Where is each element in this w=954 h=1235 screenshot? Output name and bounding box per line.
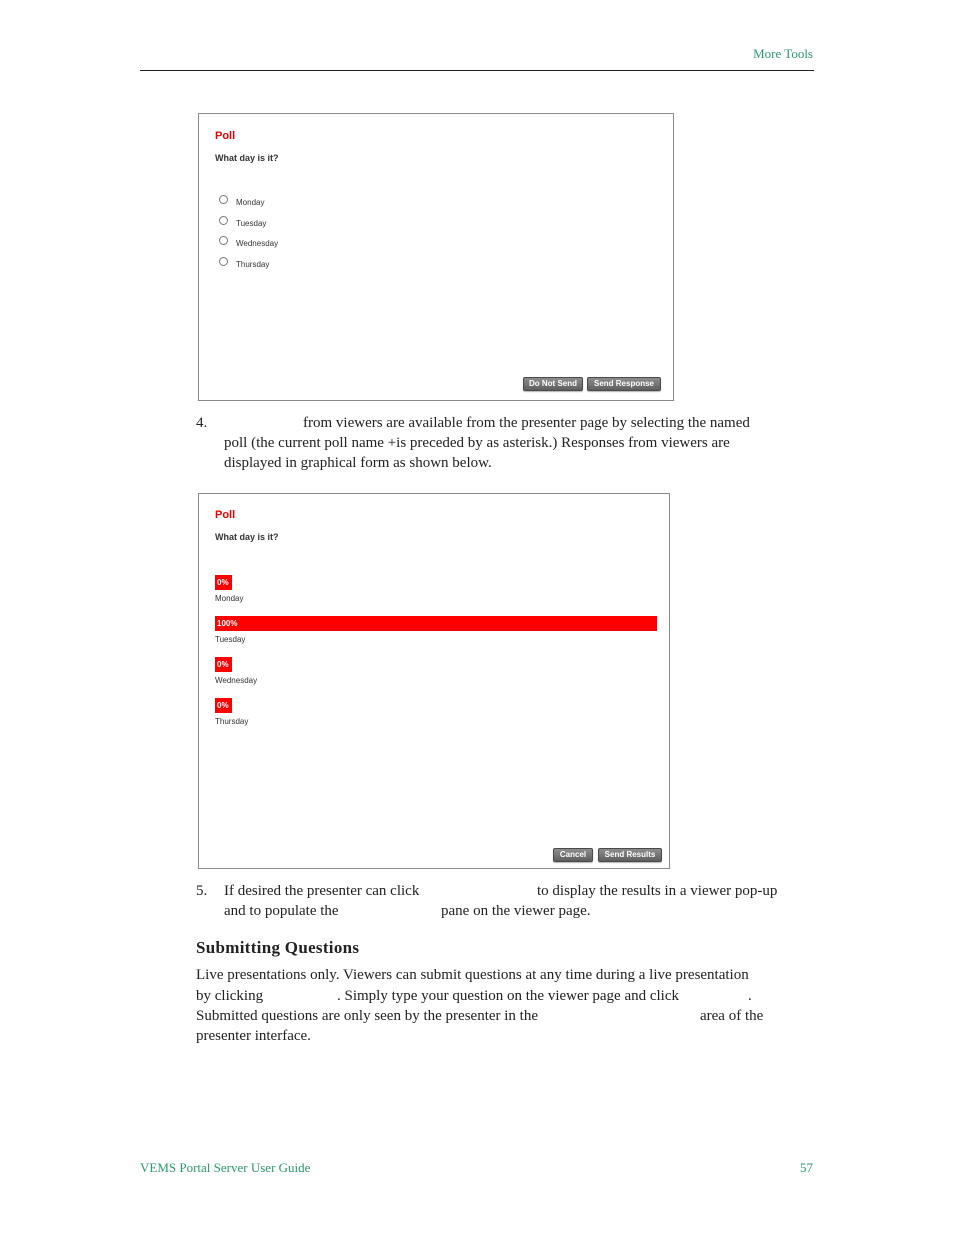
running-header-title: More Tools (753, 46, 813, 61)
result-percent: 0% (217, 701, 229, 710)
section-line3a: Submitted questions are only seen by the presenter in the (196, 1008, 539, 1024)
step5-line1a: If desired the presenter can click (224, 883, 420, 899)
radio-button-icon[interactable] (219, 195, 228, 204)
section-line2c: . (748, 988, 752, 1004)
poll-option-label: Wednesday (236, 239, 279, 248)
send-response-button[interactable]: Send Response (587, 377, 661, 391)
poll-option-label: Monday (236, 198, 265, 207)
section-heading: Submitting Questions (196, 938, 360, 957)
poll-question: What day is it? (215, 532, 279, 542)
section-line2b: . Simply type your question on the viewer page and click (337, 988, 680, 1004)
poll-results-screenshot (198, 493, 670, 869)
result-label: Thursday (215, 717, 249, 726)
radio-button-icon[interactable] (219, 216, 228, 225)
footer-guide-title: VEMS Portal Server User Guide (140, 1160, 311, 1175)
page-number: 57 (800, 1160, 813, 1175)
section-line1: Live presentations only. Viewers can submit questions at any time during a live presentation (196, 967, 749, 983)
result-bar (215, 616, 657, 631)
section-line2a: by clicking (196, 988, 264, 1004)
poll-form-screenshot (198, 113, 674, 401)
step4-line3: displayed in graphical form as shown below. (224, 455, 492, 471)
result-label: Wednesday (215, 676, 258, 685)
poll-option-label: Thursday (236, 260, 270, 269)
result-label: Monday (215, 594, 244, 603)
step5-line1b: to display the results in a viewer pop-up (537, 883, 778, 899)
step4-line1: from viewers are available from the presenter page by selecting the named (303, 415, 750, 431)
header-rule (140, 70, 814, 71)
poll-title: Poll (215, 509, 236, 521)
send-results-button[interactable]: Send Results (598, 848, 662, 862)
result-percent: 0% (217, 578, 229, 587)
section-line3b: area of the (700, 1008, 764, 1024)
step5-line2a: and to populate the (224, 903, 339, 919)
step5-line2b: pane on the viewer page. (441, 903, 591, 919)
result-label: Tuesday (215, 635, 246, 644)
cancel-button[interactable]: Cancel (553, 848, 593, 862)
result-percent: 0% (217, 660, 229, 669)
step-number: 5. (196, 883, 208, 899)
radio-button-icon[interactable] (219, 257, 228, 266)
step4-line2: poll (the current poll name +is preceded by as asterisk.) Responses from viewers are (224, 435, 730, 451)
radio-button-icon[interactable] (219, 236, 228, 245)
step-number: 4. (196, 415, 208, 431)
result-percent: 100% (217, 619, 238, 628)
poll-option-label: Tuesday (236, 219, 267, 228)
do-not-send-button[interactable]: Do Not Send (523, 377, 583, 391)
poll-question: What day is it? (215, 153, 279, 163)
section-line4: presenter interface. (196, 1028, 311, 1044)
poll-title: Poll (215, 130, 236, 142)
